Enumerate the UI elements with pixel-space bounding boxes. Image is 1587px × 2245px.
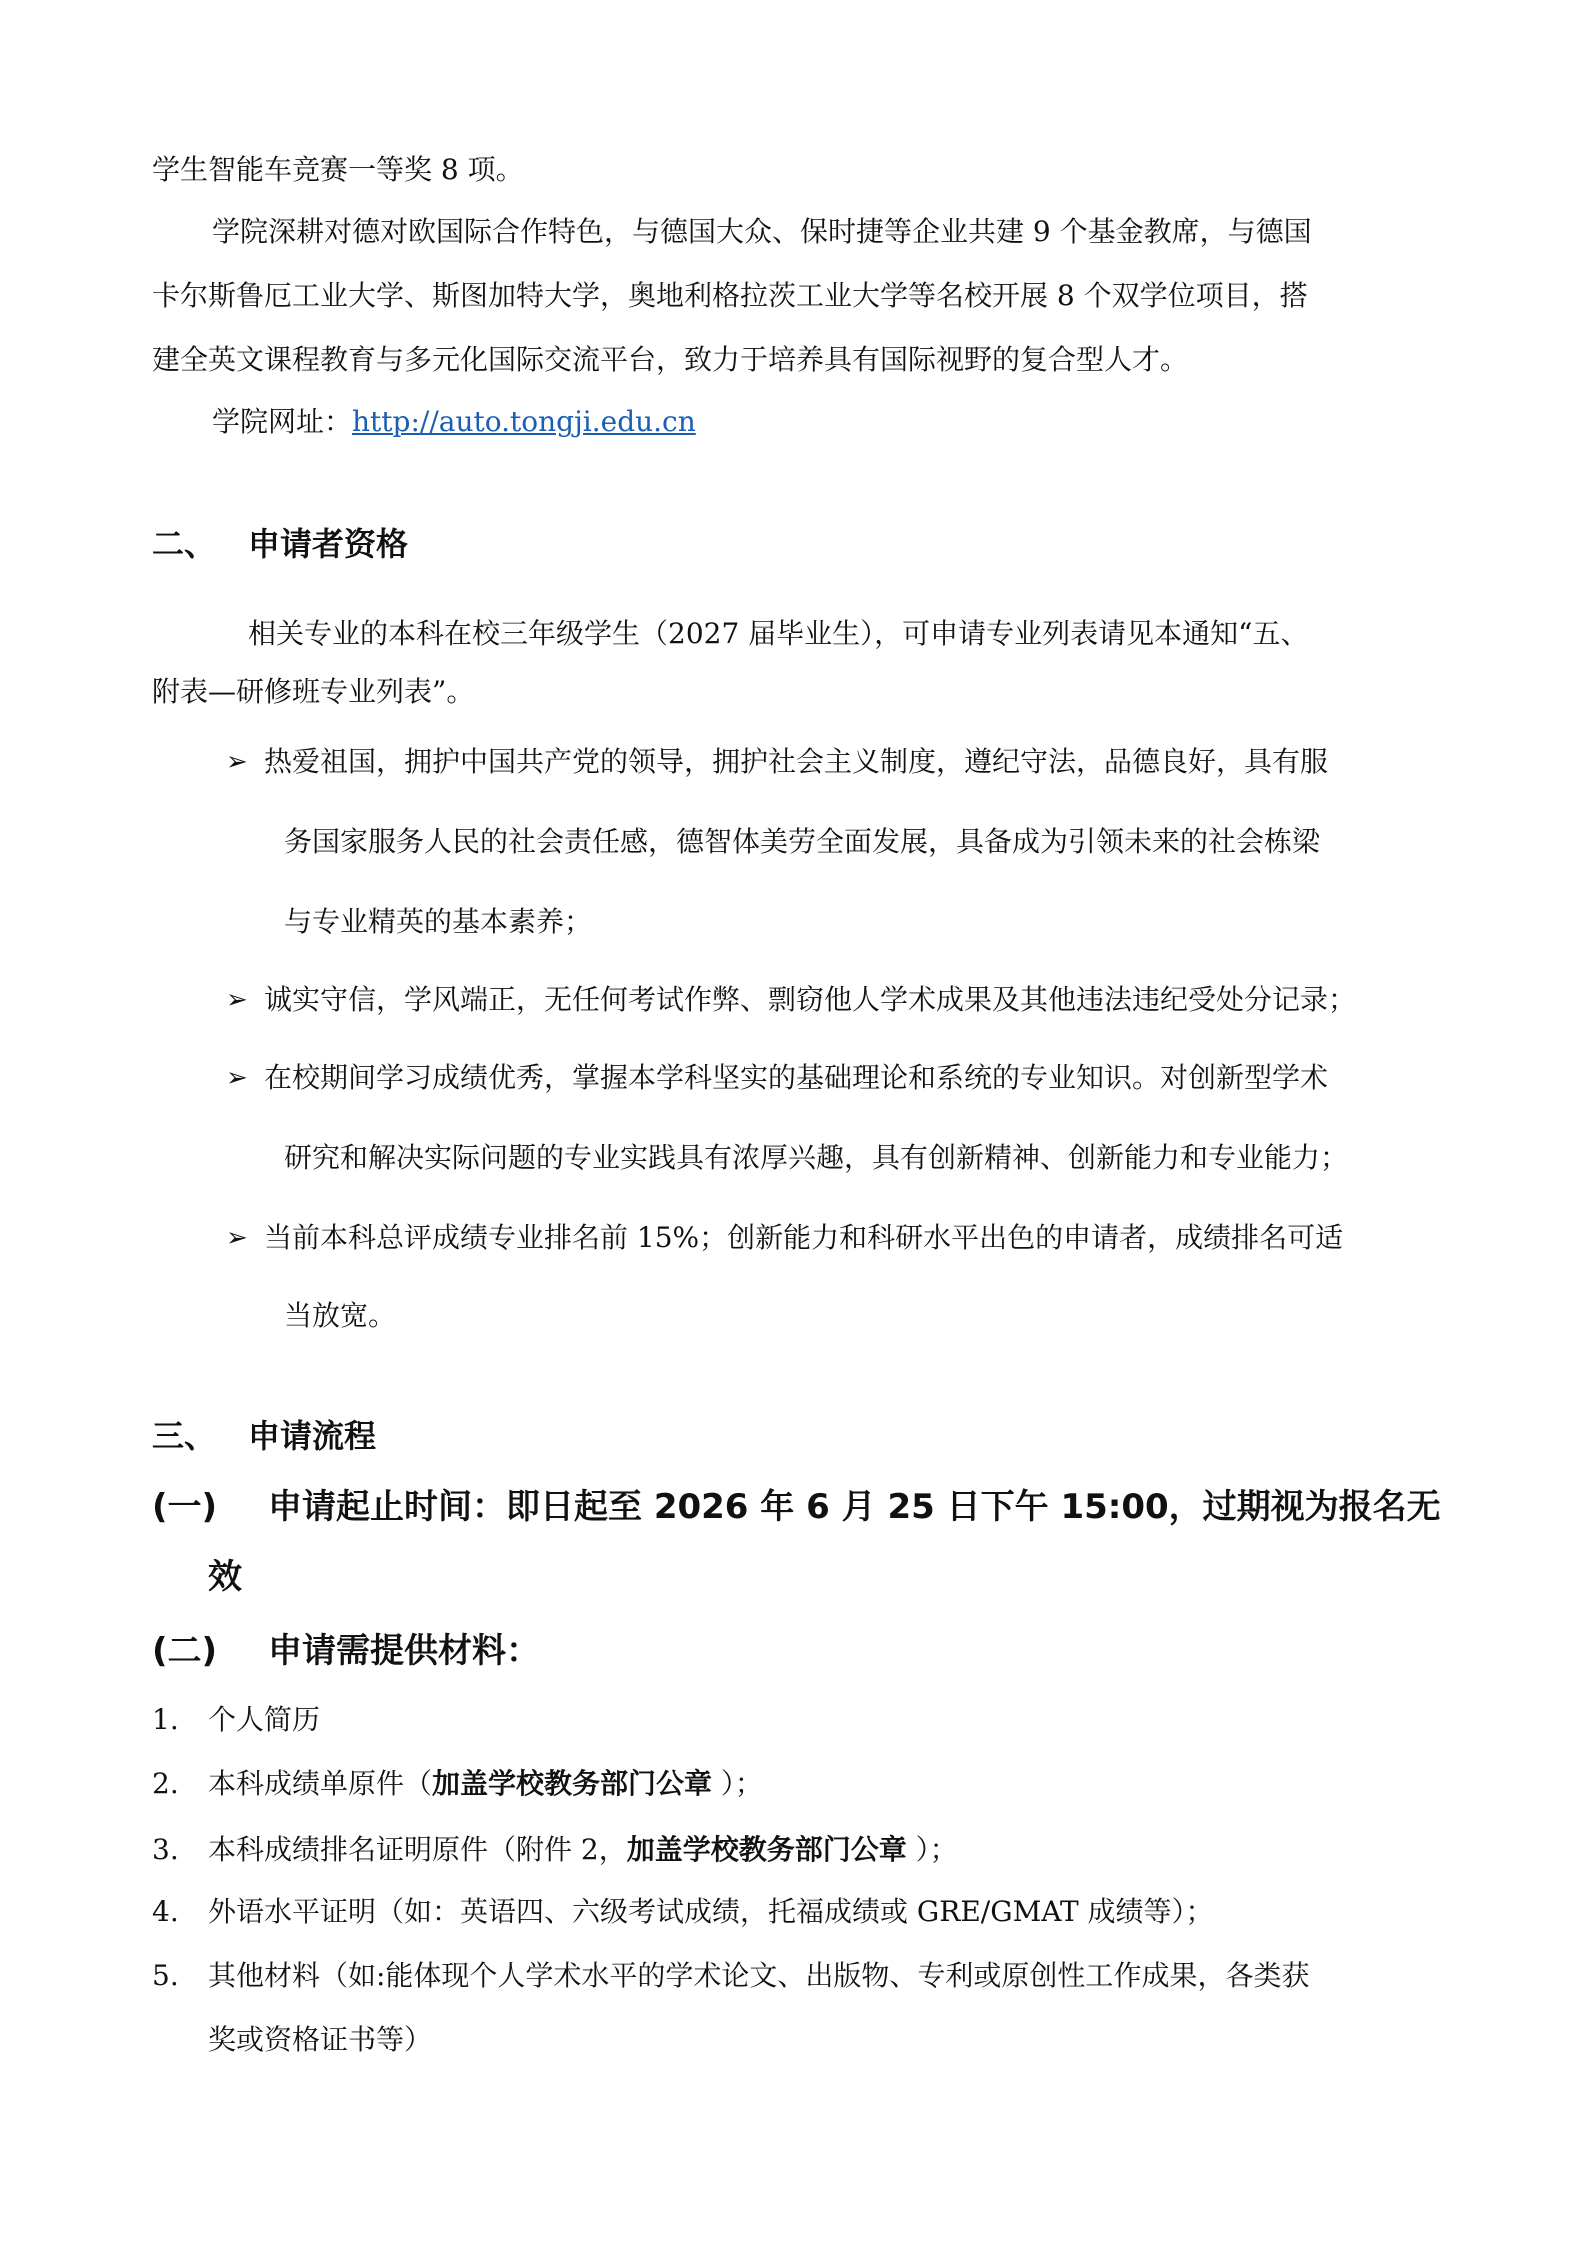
bullet-text: 务国家服务人民的社会责任感，德智体美劳全面发展，具备成为引领未来的社会栋梁 (284, 825, 1321, 858)
section-heading-eligibility (152, 522, 408, 566)
subsection-heading-deadline (152, 1484, 1441, 1530)
list-item (208, 1830, 958, 1870)
section-title: 申请流程 (248, 1417, 377, 1455)
section-heading-process (152, 1414, 376, 1458)
list-number: 5. (152, 1959, 179, 1992)
list-item-text: ）； (906, 1833, 958, 1866)
intro-line: 学生智能车竞赛一等奖 8 项。 (152, 153, 524, 186)
subsection-title: 申请起止时间：即日起至 2026 年 6 月 25 日下午 15:00，过期视为报名无 (268, 1487, 1441, 1527)
list-number: 1. (152, 1703, 179, 1736)
eligibility-paragraph-line: 附表—研修班专业列表”。 (152, 675, 475, 708)
section-number: 二、 (152, 525, 217, 563)
list-item: 外语水平证明（如：英语四、六级考试成绩，托福成绩或 GRE/GMAT 成绩等）； (208, 1895, 1214, 1928)
website-row (212, 402, 696, 442)
list-item: 奖或资格证书等） (208, 2023, 433, 2056)
subsection-title: 申请需提供材料： (268, 1631, 540, 1671)
bullet-text: 与专业精英的基本素养； (284, 905, 593, 938)
bullet-text: 当放宽。 (284, 1299, 397, 1332)
subsection-number: (一) (152, 1487, 218, 1527)
bullet-text: 诚实守信，学风端正，无任何考试作弊、剽窃他人学术成果及其他违法违纪受处分记录； (264, 983, 1357, 1016)
list-item (208, 1764, 763, 1804)
subsection-number: (二) (152, 1631, 218, 1671)
intro-paragraph-line: 建全英文课程教育与多元化国际交流平台，致力于培养具有国际视野的复合型人才。 (152, 343, 1189, 376)
bullet-text: 在校期间学习成绩优秀，掌握本学科坚实的基础理论和系统的专业知识。对创新型学术 (264, 1061, 1329, 1094)
bullet-arrow-icon: ➢ (226, 747, 248, 777)
list-item-emphasis: 加盖学校教务部门公章 (626, 1833, 907, 1866)
intro-paragraph-line: 学院深耕对德对欧国际合作特色，与德国大众、保时捷等企业共建 9 个基金教席，与德国 (212, 215, 1312, 248)
list-item-text: 本科成绩单原件（ (208, 1767, 433, 1800)
list-number: 3. (152, 1833, 179, 1866)
section-title: 申请者资格 (248, 525, 409, 563)
bullet-arrow-icon: ➢ (226, 1223, 248, 1253)
bullet-text: 当前本科总评成绩专业排名前 15%；创新能力和科研水平出色的申请者，成绩排名可适 (264, 1221, 1344, 1254)
list-number: 2. (152, 1767, 179, 1800)
website-link[interactable]: http://auto.tongji.edu.cn (352, 405, 696, 438)
list-item: 其他材料（如:能体现个人学术水平的学术论文、出版物、专利或原创性工作成果，各类获 (208, 1959, 1310, 1992)
subsection-title-continued: 效 (208, 1557, 242, 1597)
eligibility-paragraph-line: 相关专业的本科在校三年级学生（2027 届毕业生），可申请专业列表请见本通知“五、 (248, 617, 1309, 650)
bullet-arrow-icon: ➢ (226, 1063, 248, 1093)
intro-paragraph-line: 卡尔斯鲁厄工业大学、斯图加特大学，奥地利格拉茨工业大学等名校开展 8 个双学位项目，搭 (152, 279, 1308, 312)
bullet-text: 热爱祖国，拥护中国共产党的领导，拥护社会主义制度，遵纪守法，品德良好，具有服 (264, 745, 1329, 778)
bullet-text: 研究和解决实际问题的专业实践具有浓厚兴趣，具有创新精神、创新能力和专业能力； (284, 1141, 1349, 1174)
list-number: 4. (152, 1895, 179, 1928)
list-item-emphasis: 加盖学校教务部门公章 (432, 1767, 713, 1800)
website-label: 学院网址： (212, 405, 353, 438)
subsection-heading-materials (152, 1628, 540, 1674)
list-item-text: ）； (712, 1767, 763, 1800)
section-number: 三、 (152, 1417, 217, 1455)
list-item: 个人简历 (208, 1703, 321, 1736)
list-item-text: 本科成绩排名证明原件（附件 2， (208, 1833, 627, 1866)
bullet-arrow-icon: ➢ (226, 985, 248, 1015)
